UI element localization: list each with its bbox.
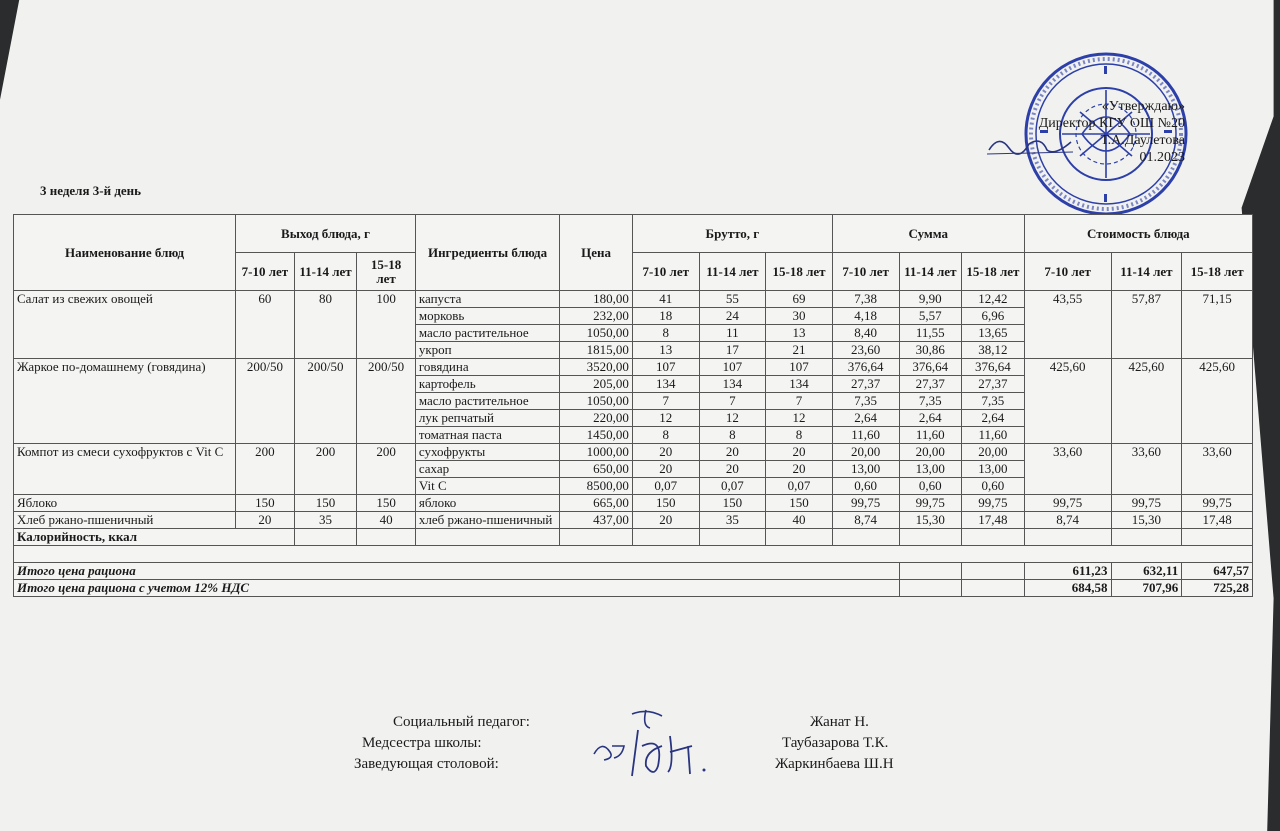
dish-name: Хлеб ржано-пшеничный (14, 512, 236, 529)
header-ingredients: Ингредиенты блюда (415, 215, 559, 291)
ingredient-sum: 8,74 (832, 512, 899, 529)
dish-cost: 425,60 (1024, 359, 1111, 444)
ingredient-gross: 7 (699, 393, 766, 410)
ingredient-gross: 20 (632, 461, 699, 478)
vat-total-row-label: Итого цена рациона с учетом 12% НДС (14, 580, 900, 597)
dish-cost: 71,15 (1182, 291, 1253, 359)
ingredient-gross: 0,07 (632, 478, 699, 495)
ingredient-sum: 376,64 (832, 359, 899, 376)
dish-output: 80 (294, 291, 357, 359)
dish-cost: 99,75 (1111, 495, 1182, 512)
ingredient-price: 1000,00 (560, 444, 633, 461)
ingredient-gross: 150 (632, 495, 699, 512)
ingredient-sum: 27,37 (962, 376, 1025, 393)
ingredient-name: сухофрукты (415, 444, 559, 461)
ingredient-gross: 40 (766, 512, 833, 529)
ingredient-sum: 7,35 (832, 393, 899, 410)
dish-cost: 425,60 (1111, 359, 1182, 444)
dish-cost: 43,55 (1024, 291, 1111, 359)
signature-name-nurse: Таубазарова Т.К. (782, 735, 889, 751)
total-row-value: 647,57 (1182, 563, 1253, 580)
table-row (14, 359, 1253, 376)
ingredient-sum: 13,00 (899, 461, 962, 478)
ingredient-price: 1815,00 (560, 342, 633, 359)
ingredient-sum: 4,18 (832, 308, 899, 325)
ingredient-sum: 5,57 (899, 308, 962, 325)
ingredient-sum: 20,00 (962, 444, 1025, 461)
ingredient-sum: 0,60 (832, 478, 899, 495)
day-title: 3 неделя 3-й день (40, 183, 142, 198)
ingredient-gross: 12 (766, 410, 833, 427)
ingredient-gross: 69 (766, 291, 833, 308)
signature-role-nurse: Медсестра школы: (362, 735, 482, 751)
ingredient-sum: 11,60 (899, 427, 962, 444)
ingredient-name: укроп (415, 342, 559, 359)
empty-cell (766, 529, 833, 546)
ingredient-sum: 23,60 (832, 342, 899, 359)
header-output-age3: 15-18 лет (357, 253, 416, 291)
dish-output: 200/50 (294, 359, 357, 444)
dish-output: 200 (236, 444, 295, 495)
ingredient-name: сахар (415, 461, 559, 478)
empty-cell (14, 546, 1253, 563)
ingredient-gross: 8 (632, 427, 699, 444)
ingredient-sum: 30,86 (899, 342, 962, 359)
ingredient-sum: 13,65 (962, 325, 1025, 342)
ingredient-sum: 27,37 (899, 376, 962, 393)
ingredient-name: морковь (415, 308, 559, 325)
ingredient-sum: 9,90 (899, 291, 962, 308)
header-output-age1: 7-10 лет (236, 253, 295, 291)
table-row (14, 495, 1253, 512)
dish-cost: 17,48 (1182, 512, 1253, 529)
staff-signatures (592, 706, 712, 796)
total-row (14, 563, 1253, 580)
header-cost-age1: 7-10 лет (1024, 253, 1111, 291)
table-row (14, 291, 1253, 308)
ingredient-gross: 7 (632, 393, 699, 410)
header-cost-age3: 15-18 лет (1182, 253, 1253, 291)
ingredient-gross: 18 (632, 308, 699, 325)
ingredient-sum: 99,75 (832, 495, 899, 512)
ingredient-gross: 134 (632, 376, 699, 393)
header-sum-age2: 11-14 лет (899, 253, 962, 291)
empty-cell (899, 563, 962, 580)
ingredient-sum: 8,40 (832, 325, 899, 342)
ingredient-gross: 107 (766, 359, 833, 376)
ingredient-sum: 376,64 (899, 359, 962, 376)
ingredient-price: 8500,00 (560, 478, 633, 495)
ingredient-gross: 13 (766, 325, 833, 342)
ingredient-gross: 20 (766, 444, 833, 461)
header-sum: Сумма (832, 215, 1024, 253)
ingredient-name: лук репчатый (415, 410, 559, 427)
ingredient-sum: 20,00 (832, 444, 899, 461)
dish-cost: 425,60 (1182, 359, 1253, 444)
dish-output: 35 (294, 512, 357, 529)
ingredient-sum: 0,60 (899, 478, 962, 495)
vat-total-row (14, 580, 1253, 597)
ingredient-sum: 2,64 (899, 410, 962, 427)
approval-position: Директор КГУ ОШ №20 (1038, 116, 1185, 131)
menu-table (13, 214, 1253, 597)
spacer-row (14, 546, 1253, 563)
empty-cell (294, 529, 357, 546)
calories-label: Калорийность, ккал (14, 529, 295, 546)
dish-cost: 33,60 (1111, 444, 1182, 495)
dish-name: Яблоко (14, 495, 236, 512)
dish-output: 200 (357, 444, 416, 495)
empty-cell (832, 529, 899, 546)
vat-total-row-value: 707,96 (1111, 580, 1182, 597)
ingredient-name: картофель (415, 376, 559, 393)
header-sum-age1: 7-10 лет (832, 253, 899, 291)
ingredient-gross: 7 (766, 393, 833, 410)
dish-cost: 99,75 (1182, 495, 1253, 512)
ingredient-name: говядина (415, 359, 559, 376)
approval-title: «Утверждаю» (1101, 99, 1185, 114)
ingredient-gross: 13 (632, 342, 699, 359)
ingredient-sum: 7,35 (962, 393, 1025, 410)
ingredient-price: 665,00 (560, 495, 633, 512)
ingredient-gross: 20 (632, 444, 699, 461)
empty-cell (962, 563, 1025, 580)
ingredient-sum: 99,75 (962, 495, 1025, 512)
ingredient-gross: 30 (766, 308, 833, 325)
ingredient-price: 1450,00 (560, 427, 633, 444)
ingredient-gross: 0,07 (699, 478, 766, 495)
ingredient-sum: 376,64 (962, 359, 1025, 376)
ingredient-gross: 20 (632, 512, 699, 529)
ingredient-price: 180,00 (560, 291, 633, 308)
dish-output: 150 (236, 495, 295, 512)
header-gross-age1: 7-10 лет (632, 253, 699, 291)
ingredient-price: 205,00 (560, 376, 633, 393)
empty-cell (357, 529, 416, 546)
ingredient-gross: 20 (766, 461, 833, 478)
ingredient-sum: 13,00 (832, 461, 899, 478)
ingredient-gross: 21 (766, 342, 833, 359)
ingredient-sum: 2,64 (832, 410, 899, 427)
ingredient-sum: 12,42 (962, 291, 1025, 308)
dish-cost: 33,60 (1024, 444, 1111, 495)
empty-cell (1182, 529, 1253, 546)
header-cost: Стоимость блюда (1024, 215, 1252, 253)
ingredient-sum: 2,64 (962, 410, 1025, 427)
ingredient-gross: 107 (699, 359, 766, 376)
signature-role-social: Социальный педагог: (393, 714, 530, 730)
total-row-value: 632,11 (1111, 563, 1182, 580)
dish-output: 40 (357, 512, 416, 529)
ingredient-price: 437,00 (560, 512, 633, 529)
dish-output: 150 (357, 495, 416, 512)
ingredient-sum: 15,30 (899, 512, 962, 529)
ingredient-name: томатная паста (415, 427, 559, 444)
header-cost-age2: 11-14 лет (1111, 253, 1182, 291)
vat-total-row-value: 725,28 (1182, 580, 1253, 597)
ingredient-name: капуста (415, 291, 559, 308)
total-row-value: 611,23 (1024, 563, 1111, 580)
ingredient-gross: 150 (699, 495, 766, 512)
empty-cell (899, 580, 962, 597)
empty-cell (632, 529, 699, 546)
dish-output: 20 (236, 512, 295, 529)
dish-output: 150 (294, 495, 357, 512)
header-sum-age3: 15-18 лет (962, 253, 1025, 291)
dish-cost: 99,75 (1024, 495, 1111, 512)
ingredient-sum: 38,12 (962, 342, 1025, 359)
ingredient-sum: 20,00 (899, 444, 962, 461)
table-row (14, 444, 1253, 461)
empty-cell (560, 529, 633, 546)
ingredient-sum: 7,35 (899, 393, 962, 410)
empty-cell (1111, 529, 1182, 546)
dish-name: Компот из смеси сухофруктов с Vit C (14, 444, 236, 495)
ingredient-sum: 0,60 (962, 478, 1025, 495)
header-name: Наименование блюд (14, 215, 236, 291)
ingredient-name: хлеб ржано-пшеничный (415, 512, 559, 529)
ingredient-gross: 134 (699, 376, 766, 393)
ingredient-price: 1050,00 (560, 393, 633, 410)
vat-total-row-value: 684,58 (1024, 580, 1111, 597)
total-row-label: Итого цена рациона (14, 563, 900, 580)
dish-cost: 57,87 (1111, 291, 1182, 359)
ingredient-price: 232,00 (560, 308, 633, 325)
dish-cost: 15,30 (1111, 512, 1182, 529)
ingredient-gross: 0,07 (766, 478, 833, 495)
ingredient-gross: 41 (632, 291, 699, 308)
ingredient-name: Vit C (415, 478, 559, 495)
dish-name: Жаркое по-домашнему (говядина) (14, 359, 236, 444)
ingredient-gross: 17 (699, 342, 766, 359)
signature-name-social: Жанат Н. (810, 714, 869, 730)
ingredient-price: 3520,00 (560, 359, 633, 376)
ingredient-sum: 11,60 (832, 427, 899, 444)
ingredient-gross: 8 (766, 427, 833, 444)
ingredient-name: масло растительное (415, 393, 559, 410)
empty-cell (699, 529, 766, 546)
empty-cell (899, 529, 962, 546)
table-row (14, 512, 1253, 529)
empty-cell (415, 529, 559, 546)
ingredient-gross: 35 (699, 512, 766, 529)
signature-name-canteen: Жаркинбаева Ш.Н (775, 756, 894, 772)
dish-name: Салат из свежих овощей (14, 291, 236, 359)
ingredient-gross: 11 (699, 325, 766, 342)
ingredient-gross: 20 (699, 444, 766, 461)
dish-cost: 8,74 (1024, 512, 1111, 529)
ingredient-sum: 17,48 (962, 512, 1025, 529)
ingredient-name: масло растительное (415, 325, 559, 342)
approval-signer: Т.А.Даулетова (1100, 133, 1185, 148)
dish-output: 60 (236, 291, 295, 359)
empty-cell (962, 580, 1025, 597)
ingredient-sum: 99,75 (899, 495, 962, 512)
signature-role-canteen: Заведующая столовой: (354, 756, 499, 772)
calories-row (14, 529, 1253, 546)
dish-output: 200/50 (236, 359, 295, 444)
header-gross-age2: 11-14 лет (699, 253, 766, 291)
ingredient-gross: 12 (632, 410, 699, 427)
ingredient-gross: 134 (766, 376, 833, 393)
ingredient-sum: 6,96 (962, 308, 1025, 325)
approval-date: 01.2023 (1139, 150, 1185, 165)
dish-output: 200 (294, 444, 357, 495)
director-signature (985, 130, 1075, 160)
header-gross: Брутто, г (632, 215, 832, 253)
ingredient-name: яблоко (415, 495, 559, 512)
empty-cell (962, 529, 1025, 546)
ingredient-gross: 24 (699, 308, 766, 325)
ingredient-gross: 150 (766, 495, 833, 512)
ingredient-gross: 107 (632, 359, 699, 376)
ingredient-gross: 8 (632, 325, 699, 342)
ingredient-sum: 7,38 (832, 291, 899, 308)
ingredient-price: 650,00 (560, 461, 633, 478)
ingredient-gross: 12 (699, 410, 766, 427)
ingredient-price: 220,00 (560, 410, 633, 427)
ingredient-sum: 11,55 (899, 325, 962, 342)
ingredient-gross: 20 (699, 461, 766, 478)
ingredient-sum: 27,37 (832, 376, 899, 393)
dish-output: 200/50 (357, 359, 416, 444)
ingredient-price: 1050,00 (560, 325, 633, 342)
dish-output: 100 (357, 291, 416, 359)
header-output-age2: 11-14 лет (294, 253, 357, 291)
dish-cost: 33,60 (1182, 444, 1253, 495)
header-price: Цена (560, 215, 633, 291)
ingredient-gross: 55 (699, 291, 766, 308)
ingredient-sum: 11,60 (962, 427, 1025, 444)
empty-cell (1024, 529, 1111, 546)
ingredient-gross: 8 (699, 427, 766, 444)
header-output: Выход блюда, г (236, 215, 416, 253)
ingredient-sum: 13,00 (962, 461, 1025, 478)
header-gross-age3: 15-18 лет (766, 253, 833, 291)
